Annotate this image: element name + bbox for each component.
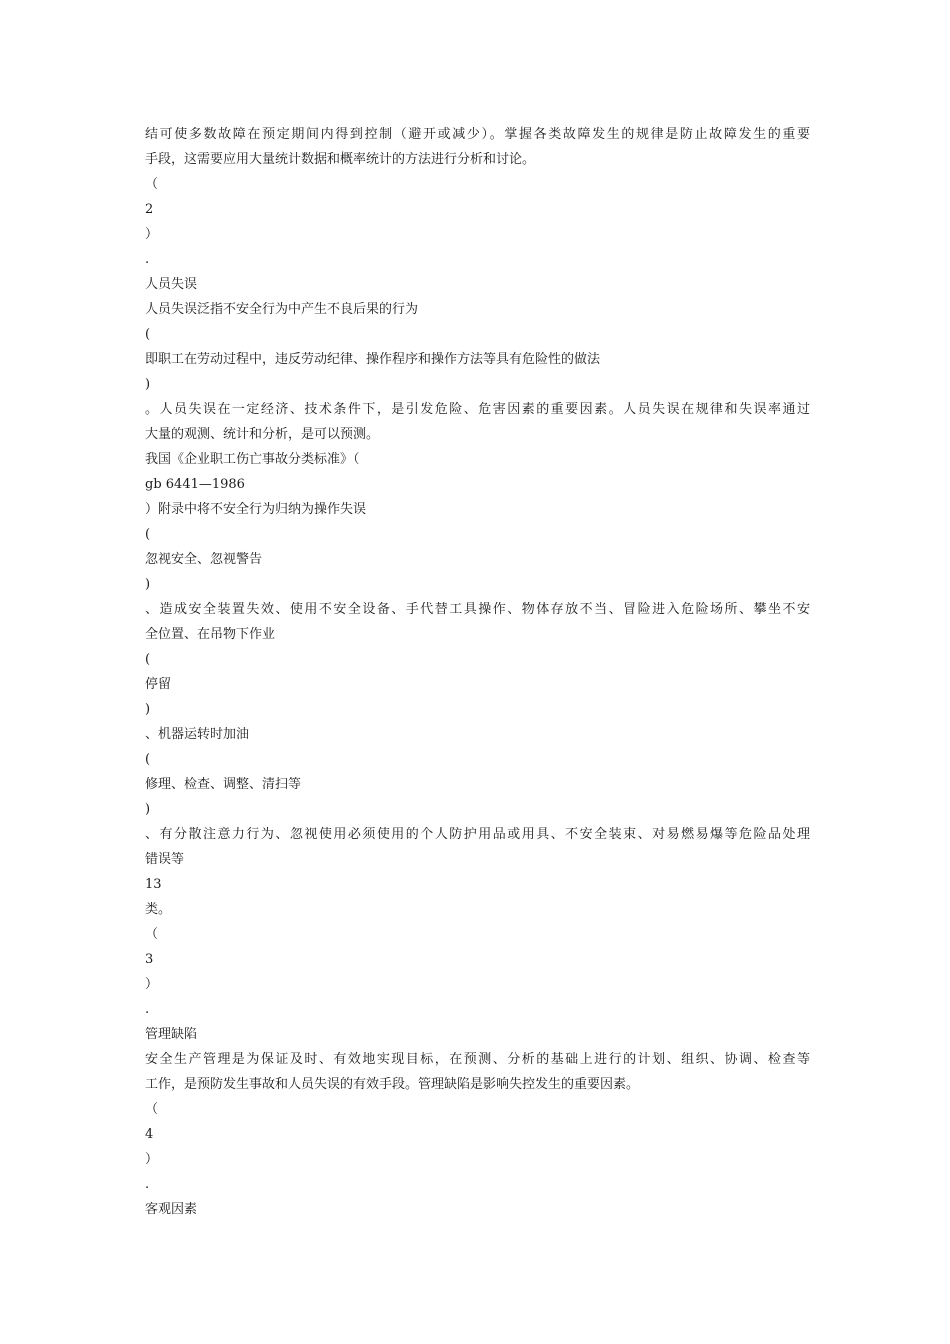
text-line: . <box>145 1177 150 1192</box>
text-line: ( <box>145 652 151 667</box>
text-line: ) <box>145 577 151 592</box>
text-line: 人员失误泛指不安全行为中产生不良后果的行为 <box>145 302 419 317</box>
text-line: ( <box>145 752 151 767</box>
text-line: （ <box>145 927 159 942</box>
text-line: ( <box>145 327 151 342</box>
text-line: （ <box>145 177 159 192</box>
text-line: 、机器运转时加油 <box>145 727 250 742</box>
text-line: 即职工在劳动过程中，违反劳动纪律、操作程序和操作方法等具有危险性的做法 <box>145 352 601 367</box>
text-line: 安全生产管理是为保证及时、有效地实现目标，在预测、分析的基础上进行的计划、组织、协调、检查等 <box>145 1052 810 1067</box>
text-line: 大量的观测、统计和分析，是可以预测。 <box>145 427 380 442</box>
text-line: 工作，是预防发生事故和人员失误的有效手段。管理缺陷是影响失控发生的重要因素。 <box>145 1077 640 1092</box>
text-line: 13 <box>145 877 162 892</box>
text-line: 忽视安全、忽视警告 <box>145 552 263 567</box>
text-line: 3 <box>145 952 154 967</box>
text-line: ）附录中将不安全行为归纳为操作失误 <box>145 502 367 517</box>
text-line: 。人员失误在一定经济、技术条件下，是引发危险、危害因素的重要因素。人员失误在规律和失误率通过 <box>145 402 810 417</box>
text-line: 结可使多数故障在预定期间内得到控制（避开或减少）。掌握各类故障发生的规律是防止故障发生的重要 <box>145 127 810 142</box>
text-line: 、造成安全装置失效、使用不安全设备、手代替工具操作、物体存放不当、冒险进入危险场所、攀坐不安 <box>145 602 810 617</box>
section-heading: 人员失误 <box>145 277 198 292</box>
text-line: 修理、检查、调整、清扫等 <box>145 777 302 792</box>
text-line: ） <box>145 1152 159 1167</box>
text-line: 4 <box>145 1127 154 1142</box>
text-line: ) <box>145 702 151 717</box>
text-line: 停留 <box>145 677 172 692</box>
text-line: gb 6441—1986 <box>145 477 245 492</box>
text-line: 错误等 <box>145 852 185 867</box>
text-line: 2 <box>145 202 154 217</box>
text-line: . <box>145 252 150 267</box>
text-line: . <box>145 1002 150 1017</box>
section-heading: 客观因素 <box>145 1202 198 1217</box>
section-heading: 管理缺陷 <box>145 1027 198 1042</box>
text-line: ) <box>145 377 151 392</box>
text-line: 、有分散注意力行为、忽视使用必须使用的个人防护用品或用具、不安全装束、对易燃易爆等危险品处理 <box>145 827 810 842</box>
text-line: 手段，这需要应用大量统计数据和概率统计的方法进行分析和讨论。 <box>145 152 536 167</box>
text-line: ( <box>145 527 151 542</box>
text-line: ) <box>145 802 151 817</box>
text-line: 我国《企业职工伤亡事故分类标准》（ <box>145 452 360 467</box>
text-line: ） <box>145 227 159 242</box>
document-body <box>145 122 810 1222</box>
text-line: 全位置、在吊物下作业 <box>145 627 276 642</box>
text-line: 类。 <box>145 902 172 917</box>
text-line: （ <box>145 1102 159 1117</box>
text-line: ） <box>145 977 159 992</box>
